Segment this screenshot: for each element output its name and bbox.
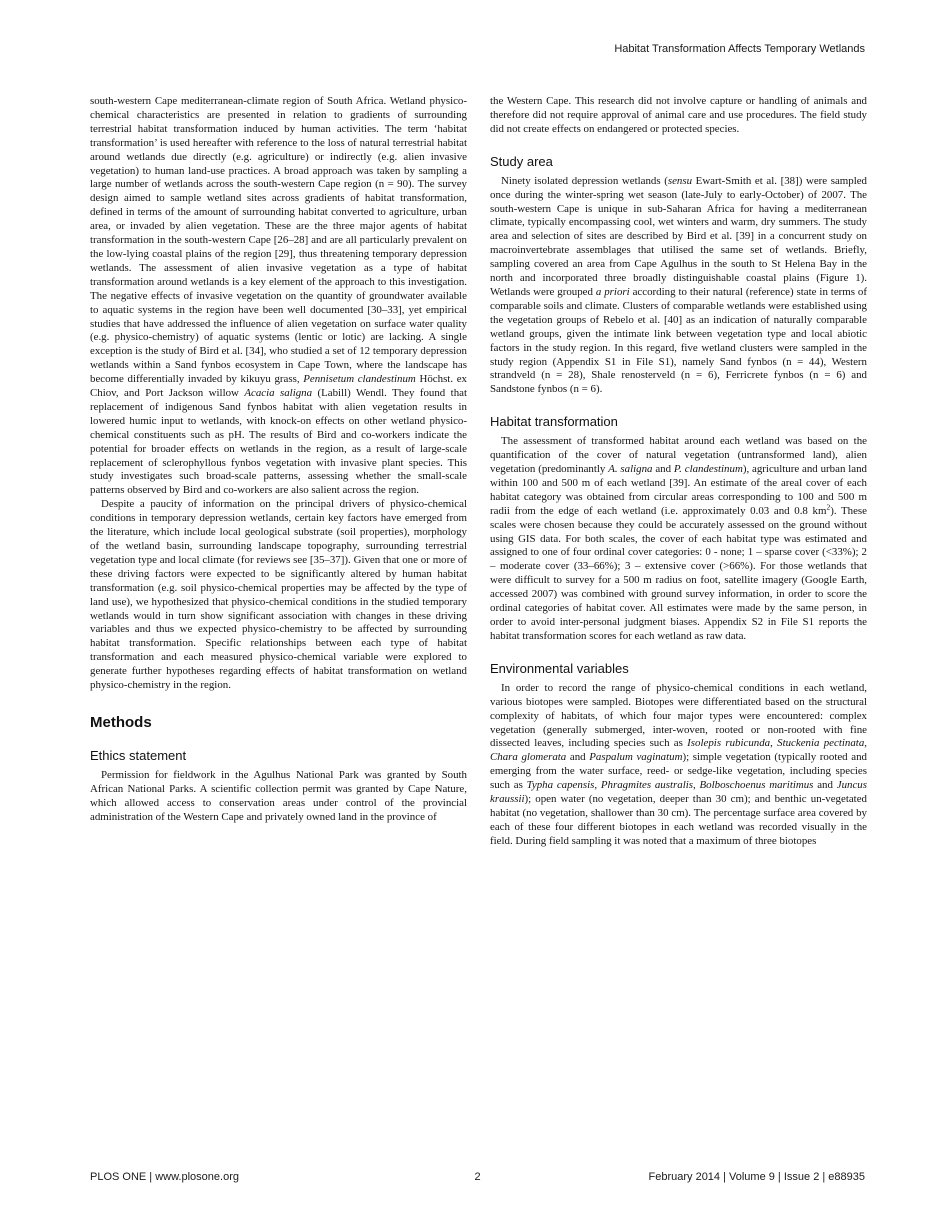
study-area-paragraph: Ninety isolated depression wetlands (sensu Ewart-Smith et al. [38]) were sampled once during the winter-spring wet season (late-July to early-October) of 2007. The south-western Cape is unique in sub-Saharan Africa for having a mediterranean climate, typically encompassing cool, wet winters and warm, dry summers. The study area and selection of sites are described by Bird et al. [39] in a concurrent study on macroinvertebrate assemblages that utilised the same set of wetlands. Briefly, sampling covered an area from Cape Agulhus in the south to St Helena Bay in the north and incorporated three broadly distinguishable coastal plains (Figure 1). Wetlands were grouped a priori according to their natural (reference) state in terms of comparable soils and climate. Clusters of comparable wetlands were established using the vegetation groups of Rebelo et al. [40] as an indication of naturally comparable wetland groups, given the intimate link between vegetation type and local abiotic factors in the study region. In this regard, five wetland clusters were sampled in the study region (Appendix S1 in File S1), namely Sand fynbos (n = 44), Western strandveld (n = 28), Shale renosterveld (n = 6), Ferricrete fynbos (n = 6) and Sandstone fynbos (n = 6). bbox=[490, 174, 868, 396]
intro-continuation-paragraph: south-western Cape mediterranean-climate region of South Africa. Wetland physico-chemical characteristics are presented in relation to gradients of surrounding terrestrial habitat transformation induced by human activities. The term ‘habitat transformation’ is used hereafter with reference to the loss of natural terrestrial habitat around wetlands due directly (e.g. agriculture) or indirectly (e.g. alien invasive vegetation) to human land-use practices. A broad approach was taken by sampling a large number of wetlands across the south-western Cape region (n = 90). The survey design aimed to sample wetland sites across gradients of habitat transformation, defined in terms of the amount of surrounding habitat converted to agriculture, urban area, or invaded by alien vegetation. These are the three major agents of habitat transformation in the south-western Cape [26–28] and are all particularly prevalent on the low-lying coastal plains of the region [29], thus threatening temporary depression wetlands. The assessment of alien invasive vegetation as a type of habitat transformation around wetlands is a key element of the approach to this investigation. The negative effects of invasive vegetation on the quantity of groundwater available to aquatic systems in the region have been well documented [30–33], yet empirical studies that have addressed the influence of alien vegetation on surface water quality (e.g. physico-chemistry) of aquatic systems (lentic or lotic) are lacking. A single exception is the study of Bird et al. [34], who studied a set of 12 temporary depression wetlands within a Sand fynbos ecosystem in Cape Town, where the landscape has become differentially invaded by kikuyu grass, Pennisetum clandestinum Höchst. ex Chiov, and Port Jackson willow Acacia saligna (Labill) Wendl. They found that replacement of indigenous Sand fynbos habitat with alien vegetation results in lowered humic input to wetlands, with knock-on effects on other wetland physico-chemical constituents such as pH. The results of Bird and co-workers indicate the potential for broader effects on wetlands in the region, as a result of large-scale replacement of sclerophyllous fynbos vegetation with invasive plant species. This study investigates such broad-scale patterns, assessing whether the small-scale patterns observed by Bird and co-workers are also salient across the region. bbox=[90, 95, 468, 497]
subsection-heading-habitat-transformation: Habitat transformation bbox=[490, 414, 618, 430]
right-column bbox=[490, 95, 867, 849]
section-heading-methods: Methods bbox=[90, 713, 152, 731]
subsection-heading-ethics-statement: Ethics statement bbox=[90, 747, 187, 763]
left-column bbox=[90, 95, 467, 849]
footer-page-number: 2 bbox=[474, 1171, 481, 1183]
ethics-continuation-paragraph: the Western Cape. This research did not involve capture or handling of animals and therefore did not require approval of animal care and use procedures. The field study did not create effects on endangered or protected species. bbox=[490, 95, 867, 135]
intro-drivers-paragraph: Despite a paucity of information on the principal drivers of physico-chemical conditions in temporary depression wetlands, certain key factors have emerged from the literature, which include local geological substrate (soil properties), morphology of the wetland basin, surrounding landscape topography, surrounding terrestrial vegetation type and local climate (for reviews see [35–37]). Given that one or more of these driving factors were expected to be significantly altered by human habitat transformation (e.g. soil physico-chemical properties may be affected by the type of land use), we hypothesized that physico-chemical conditions in the studied temporary wetlands would in turn show significant association with changes in these driving variables and thus we expected physico-chemistry to be affected by surrounding habitat transformation. Specific relationships between each type of habitat transformation and each measured physico-chemical variable were explored to generate further hypotheses regarding effects of habitat transformation on wetland physico-chemistry in the region. bbox=[90, 498, 467, 692]
subsection-heading-study-area: Study area bbox=[490, 153, 553, 169]
ethics-statement-paragraph: Permission for fieldwork in the Agulhus National Park was granted by South African National Parks. A scientific collection permit was granted by Cape Nature, which allowed access to conservation areas under control of the provincial administration of the Western Cape and privately owned land in the province of bbox=[90, 768, 467, 823]
footer-issue-info: February 2014 | Volume 9 | Issue 2 | e88935 bbox=[648, 1171, 865, 1183]
environmental-variables-paragraph: In order to record the range of physico-chemical conditions in each wetland, various biotopes were sampled. Biotopes were differentiated based on the structural complexity of habitats, of which four major types were encountered: complex vegetation (generally submerged, inter-woven, rooted or non-rooted with fine dissected leaves, including species such as Isolepis rubicunda, Stuckenia pectinata, Chara glomerata and Paspalum vaginatum); simple vegetation (typically rooted and emerging from the water surface, reed- or sedge-like vegetation, including species such as Typha capensis, Phragmites australis, Bolboschoenus maritimus and Juncus kraussii); open water (no vegetation, deeper than 30 cm); and benthic un-vegetated habitat (no vegetation, shallower than 30 cm). The percentage surface area covered by each of these four different biotopes in each wetland was recorded visually in the field. During field sampling it was noted that a maximum of three biotopes bbox=[490, 681, 868, 847]
page-content bbox=[90, 95, 868, 849]
running-title: Habitat Transformation Affects Temporary Wetlands bbox=[614, 43, 865, 55]
footer-journal-label: PLOS ONE | www.plosone.org bbox=[90, 1171, 239, 1183]
subsection-heading-environmental-variables: Environmental variables bbox=[490, 660, 629, 676]
habitat-transformation-paragraph: The assessment of transformed habitat around each wetland was based on the quantification of the cover of natural vegetation (untransformed land), alien vegetation (predominantly A. saligna and P. clandestinum), agriculture and urban land within 100 and 500 m of each wetland [39]. An estimate of the areal cover of each habitat category was obtained from circular areas corresponding to 100 and 500 m radii from the edge of each wetland (i.e. approximately 0.03 and 0.8 $km^2$). These scales were chosen because they could be accurately assessed on the ground without using GIS data. For both scales, the cover of each habitat type was estimated and assigned to one of four ordinal cover categories: 0 - none; 1 – sparse cover (<33%); 2 – moderate cover (33–66%); 3 – extensive cover (>66%). For those wetlands that were difficult to survey for a 500 m radius on foot, satellite imagery (Google Earth, accessed 2007) was combined with ground survey information, in order to score the ordinal categories of habitat cover. All estimates were made by the same person, in order to avoid inter-personal judgment biases. Appendix S2 in File S1 reports the habitat transformation scores for each wetland as raw data. bbox=[490, 435, 867, 642]
running-header bbox=[90, 43, 865, 55]
